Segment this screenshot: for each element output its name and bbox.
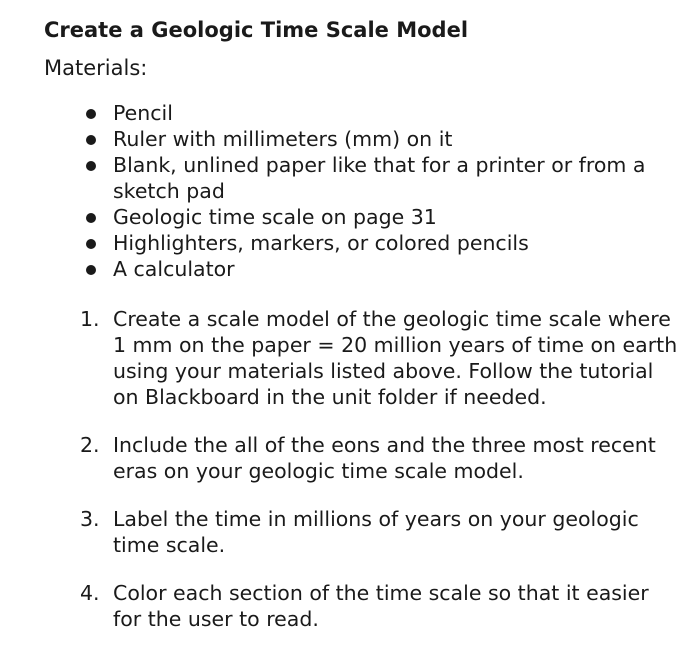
- materials-list: [0, 100, 680, 282]
- materials-label: Materials:: [44, 56, 148, 80]
- list-item: [0, 256, 680, 282]
- material-text: Blank, unlined paper like that for a printer or from a sketch pad: [113, 153, 646, 203]
- bullet-icon: [86, 265, 96, 275]
- step-number: 2.: [80, 433, 100, 457]
- list-item: [0, 152, 680, 204]
- step-number: 4.: [80, 581, 100, 605]
- step-text: Create a scale model of the geologic time scale where 1 mm on the paper = 20 million years of time on earth using your materials listed above. Follow the tutorial on Blackboard in the unit folder if needed.: [113, 307, 678, 409]
- material-text: Geologic time scale on page 31: [113, 205, 437, 229]
- step-number: 1.: [80, 307, 100, 331]
- document-title: Create a Geologic Time Scale Model: [44, 18, 469, 42]
- bullet-icon: [86, 239, 96, 249]
- bullet-icon: [86, 213, 96, 223]
- material-text: Highlighters, markers, or colored pencils: [113, 231, 529, 255]
- list-item: [0, 100, 680, 126]
- step-item: [0, 432, 680, 484]
- material-text: Pencil: [113, 101, 173, 125]
- step-item: [0, 580, 680, 632]
- material-text: A calculator: [113, 257, 235, 281]
- bullet-icon: [86, 161, 96, 171]
- step-item: [0, 306, 680, 410]
- step-item: [0, 506, 680, 558]
- list-item: [0, 230, 680, 256]
- step-number: 3.: [80, 507, 100, 531]
- list-item: [0, 204, 680, 230]
- step-text: Include the all of the eons and the three most recent eras on your geologic time scale model.: [113, 433, 656, 483]
- steps-list: [0, 306, 680, 654]
- list-item: [0, 126, 680, 152]
- material-text: Ruler with millimeters (mm) on it: [113, 127, 453, 151]
- step-text: Color each section of the time scale so that it easier for the user to read.: [113, 581, 649, 631]
- step-text: Label the time in millions of years on your geologic time scale.: [113, 507, 639, 557]
- bullet-icon: [86, 135, 96, 145]
- bullet-icon: [86, 109, 96, 119]
